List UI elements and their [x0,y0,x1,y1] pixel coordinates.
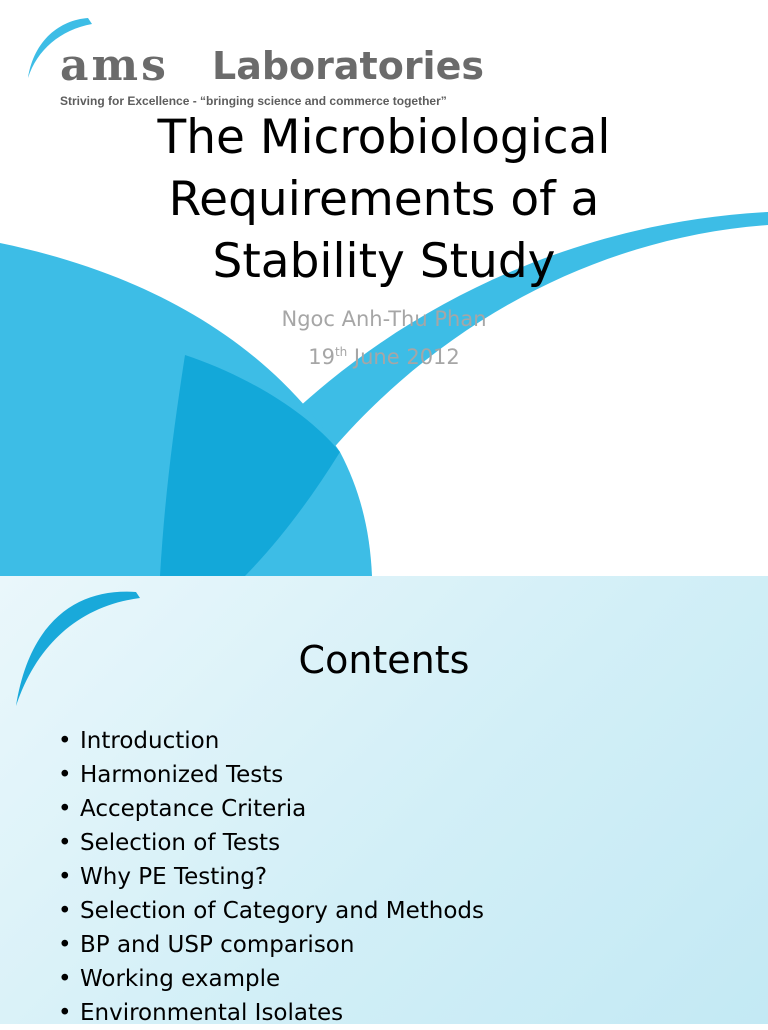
list-item-label: Harmonized Tests [80,762,284,788]
title-line: Stability Study [212,234,556,289]
list-item-label: BP and USP comparison [80,932,355,958]
list-item-label: Selection of Tests [80,830,281,856]
list-item-label: Selection of Category and Methods [80,898,484,924]
slide-title [60,107,708,293]
list-item [58,928,484,962]
list-item-label: Acceptance Criteria [80,796,307,822]
list-item [58,996,484,1030]
contents-list [58,724,484,1030]
author-name: Ngoc Anh-Thu Phan [281,307,487,331]
logo-company-name: Laboratories [212,44,484,88]
list-item [58,826,484,860]
bullet-icon: • [58,932,72,958]
logo-tagline: Striving for Excellence - “bringing science and commerce together” [60,94,447,108]
list-item-label: Introduction [80,728,220,754]
bullet-icon: • [58,898,72,924]
bullet-icon: • [58,830,72,856]
list-item-label: Working example [80,966,281,992]
list-item-label: Why PE Testing? [80,864,268,890]
date-day: 19 [308,345,335,369]
ams-logo [22,14,492,108]
list-item-label: Environmental Isolates [80,1000,344,1026]
bullet-icon: • [58,966,72,992]
logo-wordmark: ams [60,40,169,91]
list-item [58,894,484,928]
list-item [58,860,484,894]
bullet-icon: • [58,796,72,822]
contents-title: Contents [298,638,470,682]
list-item [58,724,484,758]
date-month-year: June 2012 [347,345,460,369]
presentation-date [0,343,768,371]
list-item [58,758,484,792]
title-line: The Microbiological [157,110,611,165]
list-item [58,792,484,826]
title-line: Requirements of a [168,172,600,227]
list-item [58,962,484,996]
bullet-icon: • [58,728,72,754]
bullet-icon: • [58,864,72,890]
date-suffix: th [334,345,348,359]
bullet-icon: • [58,1000,72,1026]
bullet-icon: • [58,762,72,788]
